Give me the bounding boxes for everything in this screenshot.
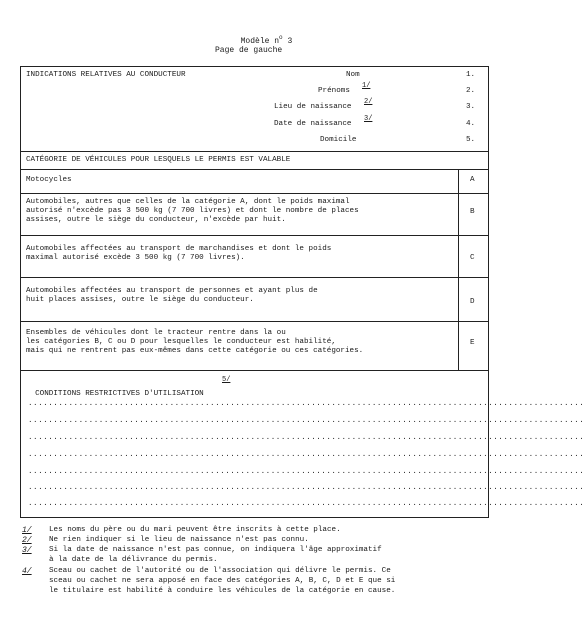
category-description-line: huit places assises, outre le siège du conducteur. (26, 296, 254, 304)
footnote-text: Les noms du père ou du mari peuvent être inscrits à cette place. (49, 526, 341, 534)
footnote-text: sceau ou cachet ne sera apposé en face des catégories A, B, C, D et E que si (49, 577, 396, 585)
footnote-text: Ne rien indiquer si le lieu de naissance n'est pas connu. (49, 536, 309, 544)
field-label: Nom (346, 71, 360, 79)
category-letter[interactable]: D (470, 298, 475, 306)
footnote-text: à la date de la délivrance du permis. (49, 556, 218, 564)
category-description-line: Motocycles (26, 176, 72, 184)
divider (20, 193, 489, 194)
conditions-fill-line[interactable]: .............................................................................................................. (28, 500, 584, 508)
category-description-line: les catégories B, C ou D pour lesquelles le conducteur est habilité, (26, 338, 336, 346)
category-letter[interactable]: A (470, 176, 475, 184)
conditions-fill-line[interactable]: .............................................................................................................. (28, 417, 584, 425)
field-number: 3. (466, 103, 476, 111)
column-divider (458, 169, 459, 370)
category-letter[interactable]: B (470, 208, 475, 216)
category-description-line: Automobiles affectées au transport de personnes et ayant plus de (26, 287, 318, 295)
footnote-text: le titulaire est habilité à conduire les véhicules de la catégorie en cause. (49, 587, 396, 595)
divider (20, 151, 489, 152)
model-heading (231, 28, 292, 46)
field-label: Domicile (320, 136, 357, 144)
field-label: Prénoms (318, 87, 350, 95)
conditions-fill-line[interactable]: .............................................................................................................. (28, 484, 584, 492)
footnote-number: 3/ (22, 546, 32, 555)
footnote-ref: 5/ (222, 376, 231, 384)
category-description-line: autorisé n'excède pas 3 500 kg (7 700 livres) et dont le nombre de places (26, 207, 359, 215)
model-number: 3 (287, 37, 293, 46)
field-number: 2. (466, 87, 476, 95)
conditions-fill-line[interactable]: .............................................................................................................. (28, 451, 584, 459)
field-label: Lieu de naissance (274, 103, 352, 111)
divider (20, 370, 489, 371)
category-section-title: CATÉGORIE DE VÉHICULES POUR LESQUELS LE PERMIS EST VALABLE (26, 156, 291, 164)
conditions-fill-line[interactable]: .............................................................................................................. (28, 468, 584, 476)
divider (20, 169, 489, 170)
footnote-text: Si la date de naissance n'est pas connue, on indiquera l'âge approximatif (49, 546, 382, 554)
field-number: 5. (466, 136, 476, 144)
category-description-line: Ensembles de véhicules dont le tracteur rentre dans la ou (26, 329, 286, 337)
category-description-line: assises, outre le siège du conducteur, n'excède par huit. (26, 216, 286, 224)
footnote-text: Sceau ou cachet de l'autorité ou de l'association qui délivre le permis. Ce (49, 567, 391, 575)
footnote-number: 1/ (22, 526, 32, 535)
footnote-ref: 1/ (362, 82, 371, 90)
model-label: Modèle n (240, 37, 280, 46)
footnote-number: 4/ (22, 567, 32, 576)
divider (20, 235, 489, 236)
category-description-line: Automobiles affectées au transport de marchandises et dont le poids (26, 245, 332, 253)
divider (20, 321, 489, 322)
conditions-fill-line[interactable]: .............................................................................................................. (28, 400, 584, 408)
field-label: Date de naissance (274, 120, 352, 128)
category-letter[interactable]: E (470, 339, 475, 347)
page-side-label: Page de gauche (215, 46, 283, 55)
footnote-number: 2/ (22, 536, 32, 545)
field-number: 4. (466, 120, 476, 128)
category-description-line: maximal autorisé excède 3 500 kg (7 700 livres). (26, 254, 245, 262)
footnote-ref: 3/ (364, 115, 373, 123)
conditions-title-text: CONDITIONS RESTRICTIVES D'UTILISATION (35, 390, 204, 398)
field-number: 1. (466, 71, 476, 79)
footnote-ref: 2/ (364, 98, 373, 106)
divider (20, 277, 489, 278)
conditions-fill-line[interactable]: .............................................................................................................. (28, 434, 584, 442)
category-letter[interactable]: C (470, 254, 475, 262)
model-superscript: o (279, 34, 283, 41)
category-description-line: Automobiles, autres que celles de la catégorie A, dont le poids maximal (26, 198, 350, 206)
driver-section-title: INDICATIONS RELATIVES AU CONDUCTEUR (26, 71, 186, 79)
conditions-title (26, 381, 204, 399)
category-description-line: mais qui ne rentrent pas eux-mêmes dans cette catégorie ou ces catégories. (26, 347, 364, 355)
